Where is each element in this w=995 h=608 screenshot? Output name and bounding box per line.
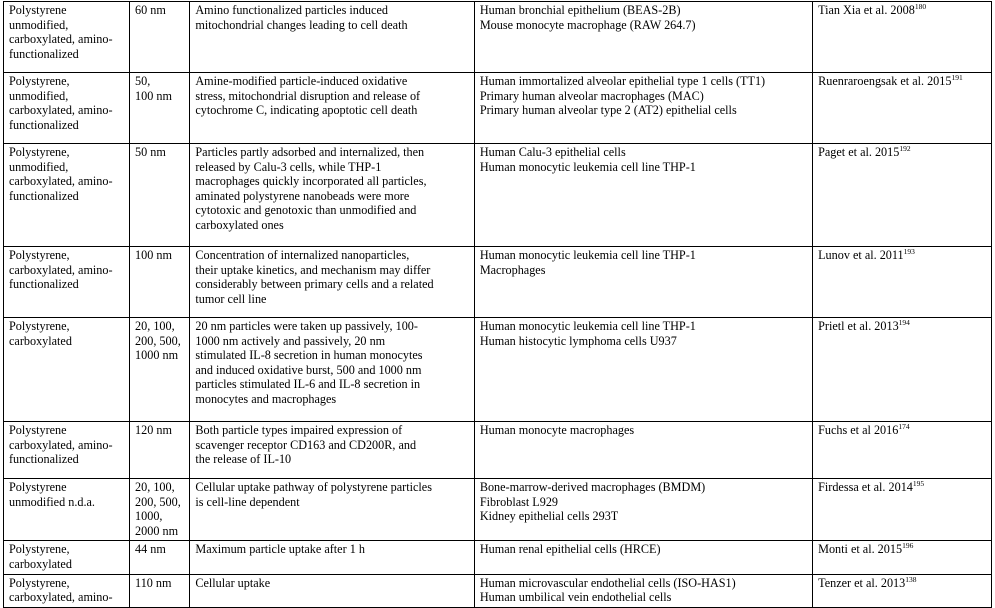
material-cell-line: functionalized	[9, 117, 79, 132]
reference-text: Firdessa et al. 2014	[818, 480, 913, 494]
cell-line-cell-line: Primary human alveolar macrophages (MAC)	[479, 88, 704, 103]
material-cell	[4, 574, 130, 607]
cell-line-cell-line: Human monocyte macrophages	[479, 423, 635, 437]
effect-cell-line: cytotoxic and genotoxic than unmodified and	[195, 203, 417, 218]
material-cell-line: carboxylated, amino-	[9, 437, 113, 452]
table-row	[4, 2, 992, 73]
size-cell-line: 100 nm	[135, 248, 172, 262]
cell-line-cell-line: Human immortalized alveolar epithelial type 1 cells (TT1)	[479, 74, 766, 88]
material-cell-line: unmodified n.d.a.	[9, 494, 95, 509]
material-cell-line: Polystyrene	[9, 423, 67, 437]
cell-line-cell-line: Human histocytic lymphoma cells U937	[479, 333, 677, 348]
effect-cell-line: 20 nm particles were taken up passively, 100-	[195, 319, 418, 333]
cell-line-cell	[474, 318, 812, 422]
size-cell-line: 1000 nm	[135, 348, 179, 363]
size-cell-line: 60 nm	[135, 3, 166, 17]
cell-line-cell-line: Human Calu-3 epithelial cells	[479, 145, 626, 159]
cell-line-cell	[474, 2, 812, 73]
effect-cell	[190, 479, 474, 541]
cell-line-cell-line: Human renal epithelial cells (HRCE)	[479, 542, 661, 557]
material-cell	[4, 541, 130, 574]
size-cell	[130, 144, 190, 247]
reference-number: 174	[898, 422, 910, 431]
material-cell-line: functionalized	[9, 46, 79, 61]
cell-line-cell	[474, 422, 812, 479]
material-cell	[4, 73, 130, 144]
reference-number: 138	[905, 574, 917, 584]
effect-cell-line: Cellular uptake pathway of polystyrene particles	[195, 480, 432, 494]
effect-cell-line: carboxylated ones	[195, 217, 284, 232]
size-cell	[130, 73, 190, 144]
size-cell	[130, 422, 190, 479]
reference-text: Tenzer et al. 2013	[818, 575, 906, 590]
reference-text: Prietl et al. 2013	[818, 319, 899, 333]
size-cell	[130, 318, 190, 422]
size-cell	[130, 479, 190, 541]
table-row	[4, 479, 992, 541]
material-cell-line: Polystyrene,	[9, 542, 70, 557]
reference-cell	[813, 247, 992, 318]
material-cell-line: carboxylated, amino-	[9, 32, 113, 47]
effect-cell-line: cytochrome C, indicating apoptotic cell death	[195, 103, 418, 118]
size-cell-line: 20, 100,	[135, 319, 175, 333]
size-cell-line: 50,	[135, 74, 151, 88]
size-cell	[130, 574, 190, 607]
cell-line-cell-line: Human monocytic leukemia cell line THP-1	[479, 319, 696, 333]
material-cell-line: Polystyrene,	[9, 74, 70, 88]
material-cell-line: carboxylated, amino-	[9, 590, 113, 605]
material-cell	[4, 318, 130, 422]
cell-line-cell-line: Fibroblast L929	[479, 494, 559, 509]
size-cell-line: 2000 nm	[135, 523, 179, 538]
effect-cell-line: mitochondrial changes leading to cell death	[195, 17, 408, 32]
reference-cell	[813, 318, 992, 422]
reference-number: 195	[912, 479, 925, 488]
effect-cell	[190, 541, 474, 574]
effect-cell	[190, 144, 474, 247]
material-cell	[4, 247, 130, 318]
effect-cell-line: scavenger receptor CD163 and CD200R, and	[195, 437, 417, 452]
material-cell-line: carboxylated	[9, 556, 72, 571]
reference-number: 180	[914, 2, 927, 11]
cell-line-cell	[474, 144, 812, 247]
size-cell-line: 110 nm	[135, 575, 172, 590]
reference-text: Monti et al. 2015	[818, 542, 903, 557]
effect-cell-line: particles stimulated IL-6 and IL-8 secretion in	[195, 377, 421, 392]
cell-line-cell	[474, 479, 812, 541]
table-row	[4, 144, 992, 247]
table-body	[4, 2, 992, 608]
cell-line-cell	[474, 574, 812, 607]
effect-cell-line: released by Calu-3 cells, while THP-1	[195, 159, 382, 174]
effect-cell-line: macrophages quickly incorporated all particles,	[195, 174, 427, 189]
effect-cell-line: and induced oxidative burst, 500 and 1000 nm	[195, 362, 422, 377]
cell-line-cell	[474, 541, 812, 574]
material-cell-line: Polystyrene,	[9, 575, 70, 590]
effect-cell	[190, 422, 474, 479]
size-cell-line: 120 nm	[135, 423, 172, 437]
reference-cell	[813, 479, 992, 541]
material-cell-line: Polystyrene	[9, 3, 67, 17]
material-cell-line: carboxylated	[9, 333, 72, 348]
effect-cell-line: the release of IL-10	[195, 452, 292, 467]
cell-line-cell-line: Bone-marrow-derived macrophages (BMDM)	[479, 480, 706, 494]
size-cell-line: 100 nm	[135, 88, 172, 103]
effect-cell-line: considerably between primary cells and a related	[195, 277, 434, 292]
effect-cell-line: tumor cell line	[195, 291, 267, 306]
material-cell-line: functionalized	[9, 188, 79, 203]
effect-cell-line: Amine-modified particle-induced oxidative	[195, 74, 408, 88]
effect-cell-line: Concentration of internalized nanoparticles,	[195, 248, 410, 262]
effect-cell	[190, 318, 474, 422]
effect-cell-line: is cell-line dependent	[195, 494, 300, 509]
size-cell	[130, 2, 190, 73]
cell-line-cell	[474, 247, 812, 318]
material-cell-line: Polystyrene	[9, 480, 67, 494]
material-cell-line: carboxylated, amino-	[9, 174, 113, 189]
cell-line-cell-line: Mouse monocyte macrophage (RAW 264.7)	[479, 17, 696, 32]
material-cell-line: unmodified,	[9, 17, 69, 32]
size-cell-line: 44 nm	[135, 542, 166, 557]
effect-cell-line: Maximum particle uptake after 1 h	[195, 542, 365, 557]
effect-cell-line: Cellular uptake	[195, 575, 271, 590]
reference-cell	[813, 2, 992, 73]
material-cell-line: functionalized	[9, 452, 79, 467]
effect-cell-line: stimulated IL-8 secretion in human monocytes	[195, 348, 423, 363]
effect-cell	[190, 2, 474, 73]
effect-cell	[190, 73, 474, 144]
reference-number: 193	[903, 247, 915, 256]
cell-line-cell-line: Human bronchial epithelium (BEAS-2B)	[479, 3, 681, 17]
effect-cell-line: monocytes and macrophages	[195, 391, 337, 406]
reference-text: Lunov et al. 2011	[818, 248, 904, 262]
material-cell	[4, 422, 130, 479]
reference-cell	[813, 422, 992, 479]
cell-line-cell-line: Macrophages	[479, 262, 546, 277]
size-cell	[130, 247, 190, 318]
cell-line-cell-line: Human monocytic leukemia cell line THP-1	[479, 248, 696, 262]
table-row	[4, 247, 992, 318]
reference-cell	[813, 574, 992, 607]
cell-line-cell	[474, 73, 812, 144]
effect-cell-line: Amino functionalized particles induced	[195, 3, 388, 17]
effect-cell	[190, 247, 474, 318]
material-cell-line: carboxylated, amino-	[9, 103, 113, 118]
table-row	[4, 574, 992, 607]
particle-studies-table	[3, 1, 992, 608]
material-cell	[4, 479, 130, 541]
reference-cell	[813, 541, 992, 574]
reference-text: Tian Xia et al. 2008	[818, 3, 915, 17]
cell-line-cell-line: Kidney epithelial cells 293T	[479, 509, 619, 524]
reference-text: Paget et al. 2015	[818, 145, 900, 159]
effect-cell-line: aminated polystyrene nanobeads were more	[195, 188, 410, 203]
reference-cell	[813, 73, 992, 144]
table-row	[4, 73, 992, 144]
table-row	[4, 541, 992, 574]
reference-number: 192	[899, 144, 911, 153]
reference-text: Ruenraroengsak et al. 2015	[818, 74, 952, 88]
material-cell	[4, 144, 130, 247]
effect-cell-line: stress, mitochondrial disruption and release of	[195, 88, 421, 103]
size-cell-line: 200, 500,	[135, 333, 181, 348]
size-cell-line: 200, 500,	[135, 494, 181, 509]
material-cell-line: Polystyrene,	[9, 145, 70, 159]
effect-cell-line: Particles partly adsorbed and internalized, then	[195, 145, 425, 159]
material-cell-line: unmodified,	[9, 88, 69, 103]
size-cell	[130, 541, 190, 574]
reference-number: 196	[902, 541, 914, 551]
reference-cell	[813, 144, 992, 247]
size-cell-line: 1000,	[135, 509, 163, 524]
material-cell-line: unmodified,	[9, 159, 69, 174]
material-cell-line: carboxylated, amino-	[9, 262, 113, 277]
table-row	[4, 318, 992, 422]
table-row	[4, 422, 992, 479]
material-cell-line: Polystyrene,	[9, 248, 70, 262]
reference-number: 191	[951, 73, 963, 82]
reference-number: 194	[898, 318, 910, 327]
cell-line-cell-line: Human umbilical vein endothelial cells	[479, 590, 672, 605]
size-cell-line: 20, 100,	[135, 480, 175, 494]
material-cell	[4, 2, 130, 73]
effect-cell-line: 1000 nm actively and passively, 20 nm	[195, 333, 386, 348]
cell-line-cell-line: Human monocytic leukemia cell line THP-1	[479, 159, 696, 174]
effect-cell-line: their uptake kinetics, and mechanism may differ	[195, 262, 431, 277]
size-cell-line: 50 nm	[135, 145, 166, 159]
cell-line-cell-line: Human microvascular endothelial cells (ISO-HAS1)	[479, 575, 736, 590]
material-cell-line: Polystyrene,	[9, 319, 70, 333]
effect-cell	[190, 574, 474, 607]
cell-line-cell-line: Primary human alveolar type 2 (AT2) epithelial cells	[479, 103, 737, 118]
reference-text: Fuchs et al 2016	[818, 423, 899, 437]
effect-cell-line: Both particle types impaired expression of	[195, 423, 403, 437]
material-cell-line: functionalized	[9, 277, 79, 292]
